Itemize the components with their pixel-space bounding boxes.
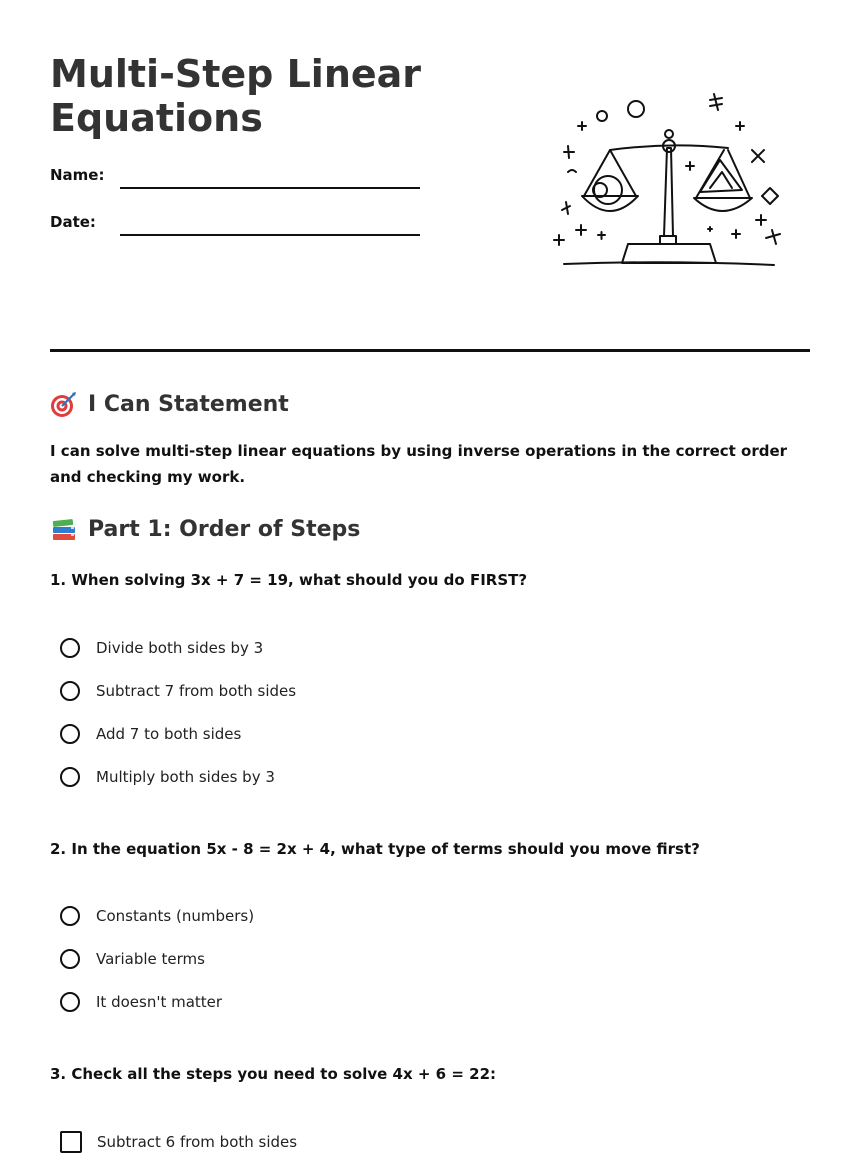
radio-button[interactable] bbox=[60, 724, 80, 744]
balance-scale-icon bbox=[548, 92, 788, 272]
worksheet-title: Multi-Step Linear Equations bbox=[50, 52, 422, 140]
option-label: Variable terms bbox=[96, 950, 205, 968]
date-label: Date: bbox=[50, 213, 96, 231]
radio-button[interactable] bbox=[60, 992, 80, 1012]
name-field[interactable] bbox=[120, 187, 420, 189]
header-divider bbox=[50, 349, 810, 352]
i-can-statement: I can solve multi-step linear equations by using inverse operations in the correct order and checking my work. bbox=[50, 442, 788, 486]
i-can-heading-text: I Can Statement bbox=[88, 391, 289, 417]
q1-option-2[interactable] bbox=[60, 678, 296, 704]
radio-button[interactable] bbox=[60, 906, 80, 926]
radio-button[interactable] bbox=[60, 681, 80, 701]
part1-heading bbox=[50, 515, 360, 543]
option-label: Add 7 to both sides bbox=[96, 725, 242, 743]
q2-option-3[interactable] bbox=[60, 989, 222, 1015]
question-3: 3. Check all the steps you need to solve 4x + 6 = 22: bbox=[50, 1065, 497, 1083]
part1-heading-text: Part 1: Order of Steps bbox=[88, 516, 361, 542]
i-can-heading bbox=[50, 390, 289, 418]
option-label: It doesn't matter bbox=[96, 993, 223, 1011]
option-label: Multiply both sides by 3 bbox=[96, 768, 275, 786]
option-label: Divide both sides by 3 bbox=[96, 639, 264, 657]
date-field[interactable] bbox=[120, 234, 420, 236]
question-1: 1. When solving 3x + 7 = 19, what should you do FIRST? bbox=[50, 571, 528, 589]
books-icon bbox=[50, 515, 78, 543]
option-label: Subtract 7 from both sides bbox=[96, 682, 297, 700]
name-label: Name: bbox=[50, 166, 105, 184]
q1-option-4[interactable] bbox=[60, 764, 275, 790]
checkbox[interactable] bbox=[60, 1131, 82, 1153]
q2-option-1[interactable] bbox=[60, 903, 254, 929]
radio-button[interactable] bbox=[60, 638, 80, 658]
radio-button[interactable] bbox=[60, 949, 80, 969]
q2-option-2[interactable] bbox=[60, 946, 205, 972]
q3-option-1[interactable] bbox=[60, 1129, 297, 1155]
q1-option-1[interactable] bbox=[60, 635, 263, 661]
radio-button[interactable] bbox=[60, 767, 80, 787]
target-dart-icon bbox=[50, 390, 78, 418]
question-2: 2. In the equation 5x - 8 = 2x + 4, what type of terms should you move first? bbox=[50, 840, 700, 858]
option-label: Constants (numbers) bbox=[96, 907, 255, 925]
q1-option-3[interactable] bbox=[60, 721, 241, 747]
option-label: Subtract 6 from both sides bbox=[97, 1133, 298, 1151]
